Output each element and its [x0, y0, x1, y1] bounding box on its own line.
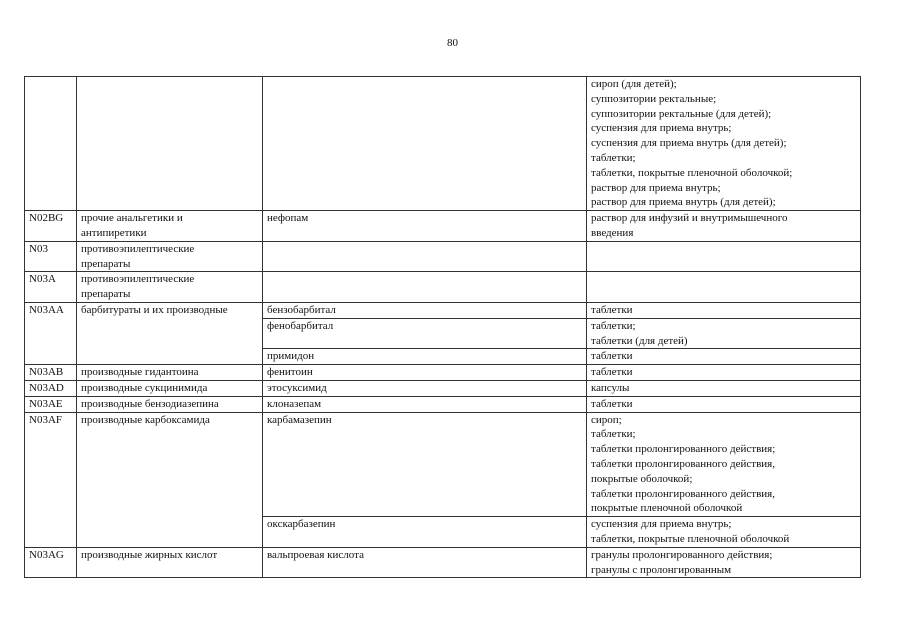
atc-code-cell [25, 302, 77, 364]
drug-name-cell [263, 318, 587, 349]
drug-name-cell-text: вальпроевая кислота [267, 548, 364, 561]
dosage-forms-cell-line: таблетки пролонгированного действия, [591, 457, 775, 470]
atc-code-cell [25, 241, 77, 272]
group-name-cell [77, 241, 263, 272]
dosage-forms-cell-line: введения [591, 226, 634, 239]
drug-name-cell [263, 241, 587, 272]
atc-code-cell-text: N03AF [29, 413, 63, 426]
dosage-forms-cell [587, 272, 861, 303]
dosage-forms-cell [587, 365, 861, 381]
drug-name-cell-text: карбамазепин [267, 413, 332, 426]
atc-code-cell [25, 77, 77, 211]
group-name-cell [77, 547, 263, 578]
group-name-cell-line: производные гидантоина [81, 366, 199, 379]
atc-code-cell-text: N03AD [29, 381, 64, 394]
atc-code-cell-text: N03AA [29, 303, 64, 316]
group-name-cell [77, 396, 263, 412]
drug-name-cell-text: примидон [267, 350, 315, 363]
atc-code-cell [25, 396, 77, 412]
dosage-forms-cell [587, 547, 861, 578]
table-row [25, 365, 861, 381]
drug-name-cell-text: этосуксимид [267, 381, 327, 394]
dosage-forms-cell-line: таблетки пролонгированного действия; [591, 443, 776, 456]
drug-name-cell-text: окскарбазепин [267, 518, 336, 531]
group-name-cell-line: производные жирных кислот [81, 548, 218, 561]
dosage-forms-cell [587, 517, 861, 548]
dosage-forms-cell-line: суппозитории ректальные; [591, 92, 717, 105]
group-name-cell [77, 211, 263, 242]
group-name-cell-line: препараты [81, 288, 131, 301]
table-row [25, 396, 861, 412]
atc-code-cell [25, 380, 77, 396]
dosage-forms-cell-line: таблетки (для детей) [591, 334, 688, 347]
table-row [25, 412, 861, 517]
dosage-forms-cell [587, 412, 861, 517]
atc-code-cell-text: N03AG [29, 548, 64, 561]
atc-code-cell-text: N03AE [29, 397, 63, 410]
drug-name-cell [263, 211, 587, 242]
atc-code-cell [25, 272, 77, 303]
drug-name-cell [263, 547, 587, 578]
dosage-forms-cell-line: суппозитории ректальные (для детей); [591, 107, 772, 120]
atc-code-cell [25, 365, 77, 381]
dosage-forms-cell [587, 380, 861, 396]
dosage-forms-cell-line: раствор для приема внутрь (для детей); [591, 196, 776, 209]
dosage-forms-cell-line: раствор для инфузий и внутримышечного [591, 212, 788, 225]
dosage-forms-cell-line: таблетки [591, 303, 633, 316]
group-name-cell [77, 302, 263, 364]
table-row [25, 241, 861, 272]
drug-name-cell [263, 365, 587, 381]
drug-name-cell-text: нефопам [267, 212, 309, 225]
atc-code-cell [25, 211, 77, 242]
table-row [25, 272, 861, 303]
drug-name-cell [263, 412, 587, 517]
dosage-forms-cell-line: суспензия для приема внутрь; [591, 122, 732, 135]
dosage-forms-cell-line: гранулы с пролонгированным [591, 563, 732, 576]
dosage-forms-cell-line: покрытые оболочкой; [591, 472, 693, 485]
dosage-forms-cell-line: раствор для приема внутрь; [591, 181, 721, 194]
group-name-cell-line: прочие анальгетики и [81, 212, 183, 225]
dosage-forms-cell [587, 396, 861, 412]
atc-code-cell [25, 412, 77, 547]
dosage-forms-cell-line: таблетки [591, 366, 633, 379]
dosage-forms-cell-line: гранулы пролонгированного действия; [591, 548, 773, 561]
group-name-cell-line: антипиретики [81, 226, 147, 239]
group-name-cell [77, 412, 263, 547]
group-name-cell [77, 77, 263, 211]
drug-name-cell [263, 77, 587, 211]
dosage-forms-cell-line: капсулы [591, 381, 630, 394]
dosage-forms-cell-line: таблетки; [591, 428, 636, 441]
dosage-forms-cell [587, 349, 861, 365]
group-name-cell-line: производные сукцинимида [81, 381, 208, 394]
dosage-forms-cell-line: сироп; [591, 413, 622, 426]
dosage-forms-cell [587, 211, 861, 242]
drug-name-cell-text: бензобарбитал [267, 303, 336, 316]
page-number: 80 [447, 37, 458, 49]
dosage-forms-cell-line: таблетки [591, 350, 633, 363]
table-row [25, 547, 861, 578]
table-row [25, 380, 861, 396]
group-name-cell-line: противоэпилептические [81, 242, 195, 255]
drug-table-body [25, 77, 861, 578]
dosage-forms-cell-line: покрытые пленочной оболочкой [591, 502, 743, 515]
group-name-cell-line: противоэпилептические [81, 273, 195, 286]
drug-name-cell-text: клоназепам [267, 397, 322, 410]
drug-name-cell-text: фенобарбитал [267, 319, 334, 332]
dosage-forms-cell-line: таблетки, покрытые пленочной оболочкой; [591, 166, 793, 179]
drug-name-cell-text: фенитоин [267, 366, 313, 379]
dosage-forms-cell-line: таблетки пролонгированного действия, [591, 487, 775, 500]
group-name-cell-line: барбитураты и их производные [81, 303, 228, 316]
atc-code-cell [25, 547, 77, 578]
atc-code-cell-text: N03AB [29, 366, 64, 379]
group-name-cell-line: препараты [81, 257, 131, 270]
dosage-forms-cell-line: суспензия для приема внутрь; [591, 518, 732, 531]
dosage-forms-cell-line: суспензия для приема внутрь (для детей); [591, 137, 787, 150]
drug-name-cell [263, 349, 587, 365]
atc-code-cell-text: N02BG [29, 212, 64, 225]
drug-table [24, 76, 861, 578]
drug-name-cell [263, 272, 587, 303]
group-name-cell [77, 272, 263, 303]
drug-name-cell [263, 302, 587, 318]
dosage-forms-cell-line: таблетки; [591, 319, 636, 332]
group-name-cell-line: производные бензодиазепина [81, 397, 219, 410]
dosage-forms-cell-line: таблетки, покрытые пленочной оболочкой [591, 532, 790, 545]
group-name-cell [77, 365, 263, 381]
group-name-cell [77, 380, 263, 396]
group-name-cell-line: производные карбоксамида [81, 413, 210, 426]
dosage-forms-cell [587, 241, 861, 272]
dosage-forms-cell-line: таблетки [591, 397, 633, 410]
table-row [25, 302, 861, 318]
drug-name-cell [263, 380, 587, 396]
dosage-forms-cell [587, 318, 861, 349]
atc-code-cell-text: N03A [29, 273, 56, 286]
drug-name-cell [263, 396, 587, 412]
dosage-forms-cell-line: таблетки; [591, 151, 636, 164]
dosage-forms-cell [587, 302, 861, 318]
atc-code-cell-text: N03 [29, 242, 48, 255]
table-row [25, 211, 861, 242]
dosage-forms-cell [587, 77, 861, 211]
dosage-forms-cell-line: сироп (для детей); [591, 78, 677, 90]
table-row [25, 77, 861, 211]
drug-name-cell [263, 517, 587, 548]
